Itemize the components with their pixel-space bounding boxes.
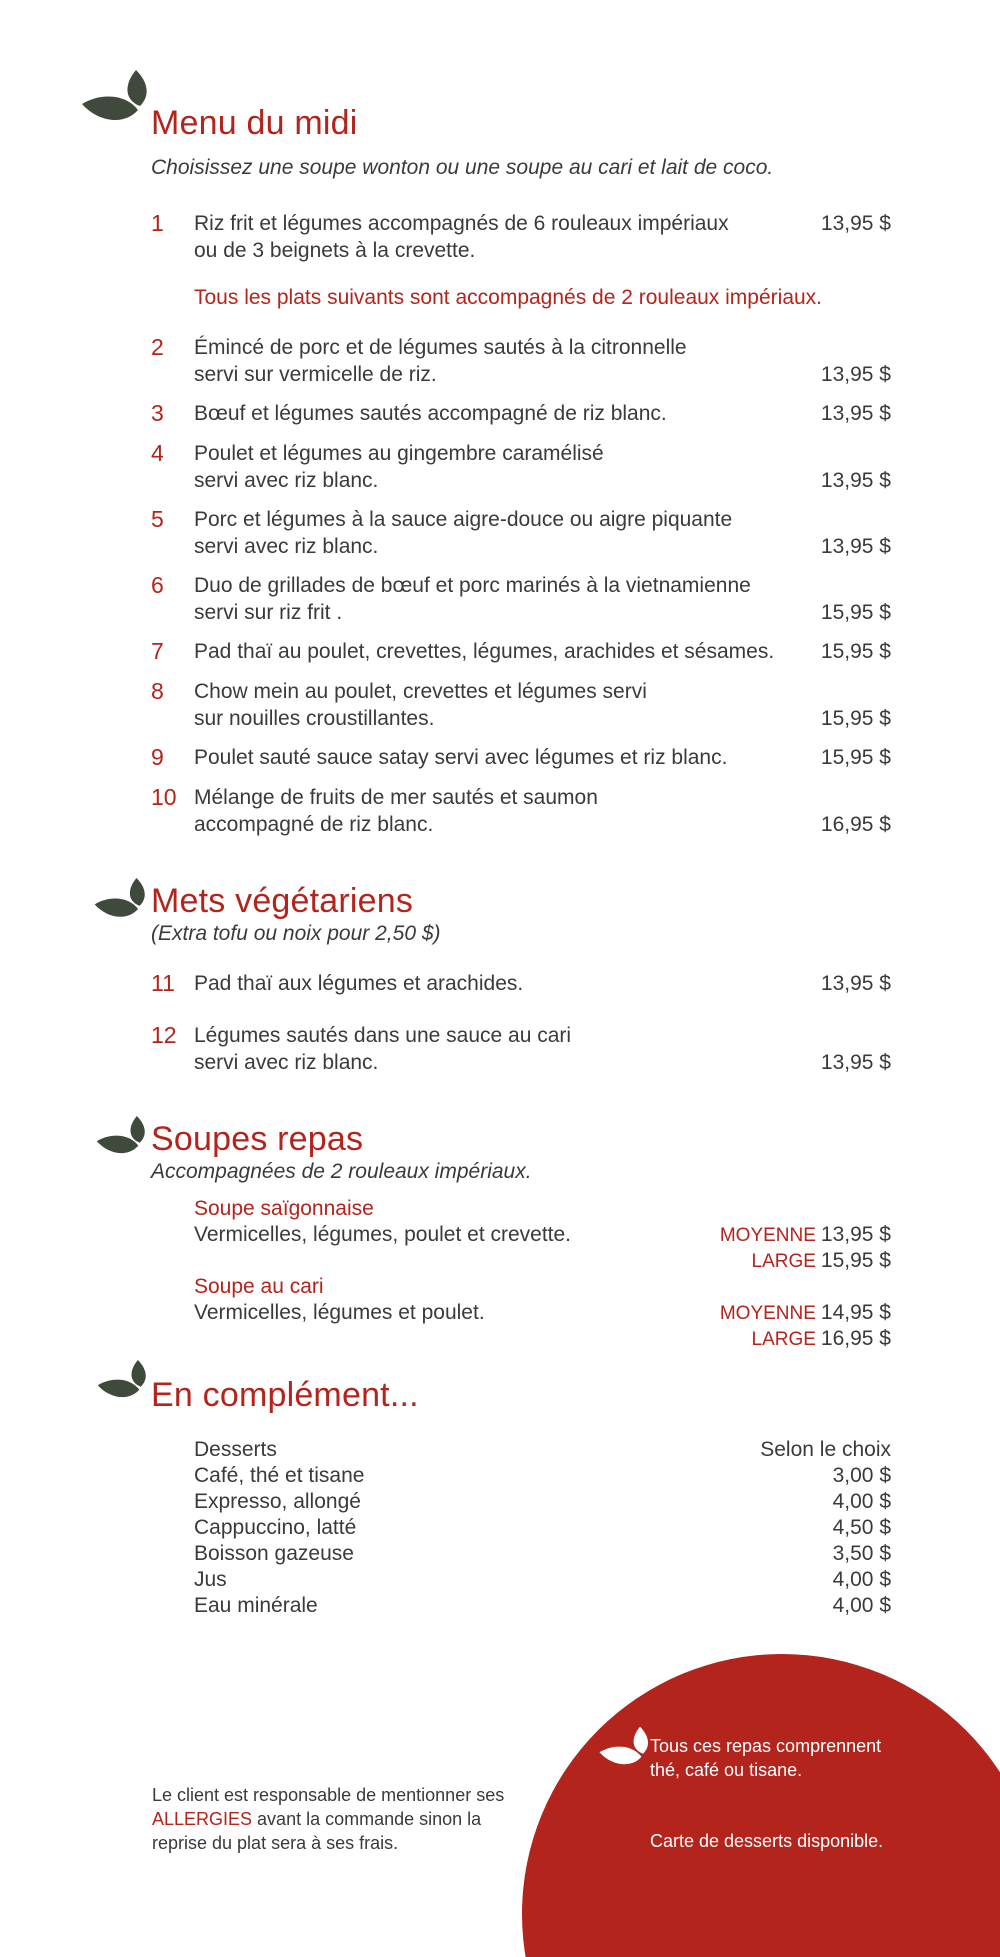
extra-label: Desserts — [194, 1438, 277, 1461]
item-price: 13,95 $ — [820, 535, 891, 558]
extra-value: Selon le choix — [760, 1438, 891, 1461]
menu-item — [151, 572, 891, 628]
item-number: 8 — [151, 678, 164, 704]
item-number: 4 — [151, 440, 164, 466]
item-number: 10 — [151, 784, 177, 810]
item-desc-line2: ou de 3 beignets à la crevette. — [194, 239, 476, 262]
item-desc-line2: accompagné de riz blanc. — [194, 813, 434, 836]
menu-item — [151, 1022, 891, 1078]
size-price: 15,95 $ — [820, 1249, 891, 1272]
section-subtitle-soupes: Accompagnées de 2 rouleaux impériaux. — [151, 1160, 532, 1183]
item-number: 6 — [151, 572, 164, 598]
item-price: 15,95 $ — [820, 746, 891, 769]
soup-name: Soupe au cari — [194, 1275, 324, 1298]
extra-value: 4,00 $ — [832, 1594, 891, 1617]
item-desc-line1: Riz frit et légumes accompagnés de 6 rouleaux impériaux — [194, 212, 729, 235]
soup-name: Soupe saïgonnaise — [194, 1197, 374, 1220]
extra-value: 4,00 $ — [832, 1490, 891, 1513]
menu-item — [151, 440, 891, 496]
promo-circle — [522, 1654, 1000, 1957]
size-label: MOYENNE — [719, 1303, 816, 1324]
menu-item — [151, 970, 891, 1000]
extra-value: 3,00 $ — [832, 1464, 891, 1487]
size-price: 16,95 $ — [820, 1327, 891, 1350]
soup-size-row — [752, 1249, 892, 1273]
allergy-keyword: ALLERGIES — [152, 1809, 253, 1829]
allergy-text-post: avant la commande sinon la reprise du plat sera à ses frais. — [152, 1809, 482, 1853]
soup-size-row — [720, 1301, 891, 1325]
soup-size-row — [720, 1223, 891, 1247]
item-desc-line2: sur nouilles croustillantes. — [194, 707, 435, 730]
extra-row — [194, 1567, 891, 1593]
section-subtitle-midi: Choisissez une soupe wonton ou une soupe au cari et lait de coco. — [151, 156, 774, 179]
allergy-notice — [152, 1783, 532, 1855]
extra-value: 4,50 $ — [832, 1516, 891, 1539]
item-price: 13,95 $ — [820, 363, 891, 386]
size-label: MOYENNE — [719, 1225, 816, 1246]
section-note-midi: Tous les plats suivants sont accompagnés de 2 rouleaux impériaux. — [194, 286, 823, 309]
item-number: 5 — [151, 506, 164, 532]
section-subtitle-vege: (Extra tofu ou noix pour 2,50 $) — [151, 922, 441, 945]
item-desc-line1: Légumes sautés dans une sauce au cari — [194, 1024, 572, 1047]
item-number: 9 — [151, 744, 164, 770]
leaf-icon — [598, 1726, 652, 1774]
extra-label: Cappuccino, latté — [194, 1516, 357, 1539]
item-desc-line1: Chow mein au poulet, crevettes et légumes servi — [194, 680, 647, 703]
promo-text-desserts: Carte de desserts disponible. — [650, 1831, 884, 1851]
item-desc-line2: servi sur vermicelle de riz. — [194, 363, 437, 386]
extra-value: 4,00 $ — [832, 1568, 891, 1591]
item-price: 15,95 $ — [820, 601, 891, 624]
item-desc-line1: Émincé de porc et de légumes sautés à la citronnelle — [194, 336, 687, 359]
item-desc-line2: servi avec riz blanc. — [194, 469, 379, 492]
soup-size-row — [752, 1327, 892, 1351]
menu-item — [151, 638, 891, 668]
extra-row — [194, 1541, 891, 1567]
menu-item — [151, 506, 891, 562]
menu-item — [151, 210, 891, 266]
section-title-extras: En complément... — [151, 1376, 419, 1414]
size-label: LARGE — [751, 1251, 816, 1272]
item-desc-line1: Porc et légumes à la sauce aigre-douce ou aigre piquante — [194, 508, 733, 531]
menu-item — [151, 678, 891, 734]
item-desc-line2: servi avec riz blanc. — [194, 1051, 379, 1074]
item-desc-line1: Poulet et légumes au gingembre caramélisé — [194, 442, 604, 465]
extra-row — [194, 1489, 891, 1515]
item-price: 13,95 $ — [820, 402, 891, 425]
size-label: LARGE — [751, 1329, 816, 1350]
item-price: 13,95 $ — [820, 972, 891, 995]
extra-label: Boisson gazeuse — [194, 1542, 354, 1565]
extra-row — [194, 1593, 891, 1619]
leaf-icon — [92, 878, 150, 926]
extra-row — [194, 1437, 891, 1463]
item-price: 15,95 $ — [820, 707, 891, 730]
section-title-midi: Menu du midi — [151, 104, 358, 142]
extra-label: Café, thé et tisane — [194, 1464, 365, 1487]
menu-item — [151, 334, 891, 390]
item-desc-line1: Pad thaï aux légumes et arachides. — [194, 972, 524, 995]
extra-row — [194, 1463, 891, 1489]
item-number: 1 — [151, 210, 164, 236]
section-title-vege: Mets végétariens — [151, 882, 414, 920]
size-price: 14,95 $ — [820, 1301, 891, 1324]
item-desc-line2: servi sur riz frit . — [194, 601, 343, 624]
leaf-icon — [96, 1360, 150, 1406]
extra-label: Expresso, allongé — [194, 1490, 361, 1513]
size-price: 13,95 $ — [820, 1223, 891, 1246]
item-desc-line1: Poulet sauté sauce satay servi avec légumes et riz blanc. — [194, 746, 728, 769]
soup-desc: Vermicelles, légumes, poulet et crevette. — [194, 1223, 572, 1246]
item-number: 3 — [151, 400, 164, 426]
item-price: 16,95 $ — [820, 813, 891, 836]
extra-value: 3,50 $ — [832, 1542, 891, 1565]
promo-text-meals: Tous ces repas comprennent thé, café ou tisane. — [650, 1736, 882, 1780]
item-number: 7 — [151, 638, 164, 664]
item-number: 12 — [151, 1022, 177, 1048]
extra-label: Jus — [194, 1568, 227, 1591]
soup-desc: Vermicelles, légumes et poulet. — [194, 1301, 485, 1324]
item-desc-line1: Bœuf et légumes sautés accompagné de riz blanc. — [194, 402, 667, 425]
extra-label: Eau minérale — [194, 1594, 318, 1617]
menu-item — [151, 400, 891, 430]
menu-item — [151, 744, 891, 774]
leaf-icon — [94, 1116, 150, 1162]
item-price: 13,95 $ — [820, 212, 891, 235]
section-title-soupes: Soupes repas — [151, 1120, 364, 1158]
leaf-icon — [80, 70, 152, 132]
extra-row — [194, 1515, 891, 1541]
item-price: 15,95 $ — [820, 640, 891, 663]
menu-item — [151, 784, 891, 840]
item-desc-line1: Pad thaï au poulet, crevettes, légumes, arachides et sésames. — [194, 640, 775, 663]
item-number: 11 — [151, 970, 175, 996]
item-desc-line1: Duo de grillades de bœuf et porc marinés à la vietnamienne — [194, 574, 751, 597]
allergy-text-pre: Le client est responsable de mentionner ses — [152, 1785, 505, 1805]
item-desc-line2: servi avec riz blanc. — [194, 535, 379, 558]
item-desc-line1: Mélange de fruits de mer sautés et saumon — [194, 786, 598, 809]
item-price: 13,95 $ — [820, 1051, 891, 1074]
item-price: 13,95 $ — [820, 469, 891, 492]
item-number: 2 — [151, 334, 164, 360]
